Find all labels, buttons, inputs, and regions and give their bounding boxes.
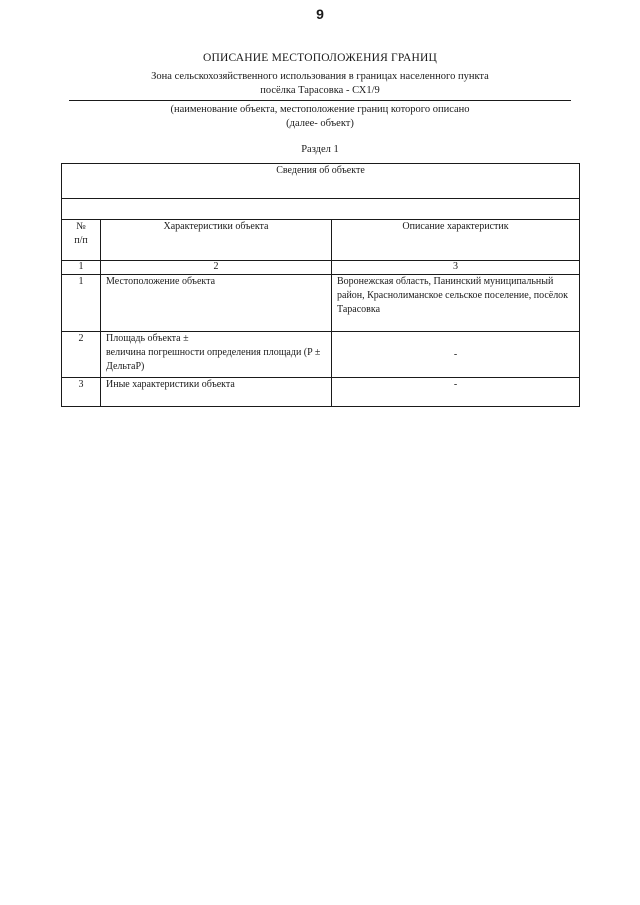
column-number-cell: 2 — [101, 261, 332, 275]
column-header-description: Описание характеристик — [332, 220, 580, 261]
table-header-row — [62, 164, 580, 199]
document-title: ОПИСАНИЕ МЕСТОПОЛОЖЕНИЯ ГРАНИЦ — [202, 52, 438, 64]
column-number-cell: 3 — [332, 261, 580, 275]
row-characteristic-cell: Местоположение объекта — [101, 275, 332, 332]
page-number: 9 — [316, 6, 324, 22]
table-column-header-row — [62, 220, 580, 261]
section-label: Раздел 1 — [301, 144, 339, 155]
row-number-cell: 2 — [62, 332, 101, 378]
table-row — [62, 332, 580, 378]
column-header-characteristics: Характеристики объекта — [101, 220, 332, 261]
row-characteristic-cell: Площадь объекта ± величина погрешности определения площади (P ± ДельтаP) — [101, 332, 332, 378]
table-row — [62, 275, 580, 332]
object-name — [60, 70, 580, 98]
row-characteristic-cell: Иные характеристики объекта — [101, 378, 332, 407]
row-description-cell: - — [332, 332, 580, 378]
column-header-num: № п/п — [62, 220, 101, 261]
object-name-line-1: Зона сельскохозяйственного использования в границах населенного пункта — [151, 71, 489, 82]
underline-divider — [69, 100, 571, 101]
row-number-cell: 1 — [62, 275, 101, 332]
table-empty-cell — [62, 199, 580, 220]
table-row — [62, 378, 580, 407]
object-name-line-2: посёлка Тарасовка - СХ1/9 — [260, 85, 380, 96]
caption-line-1: (наименование объекта, местоположение границ которого описано — [170, 104, 470, 115]
row-number-cell: 3 — [62, 378, 101, 407]
row-description-cell: Воронежская область, Панинский муниципальный район, Краснолиманское сельское поселение, посёлок Тарасовка — [332, 275, 580, 332]
column-number-cell: 1 — [62, 261, 101, 275]
table-empty-row — [62, 199, 580, 220]
table-header-cell: Сведения об объекте — [62, 164, 580, 199]
object-caption — [60, 103, 580, 131]
object-info-table — [61, 163, 580, 407]
row-description-cell: - — [332, 378, 580, 407]
caption-line-2: (далее- объект) — [286, 118, 354, 129]
table-column-number-row — [62, 261, 580, 275]
